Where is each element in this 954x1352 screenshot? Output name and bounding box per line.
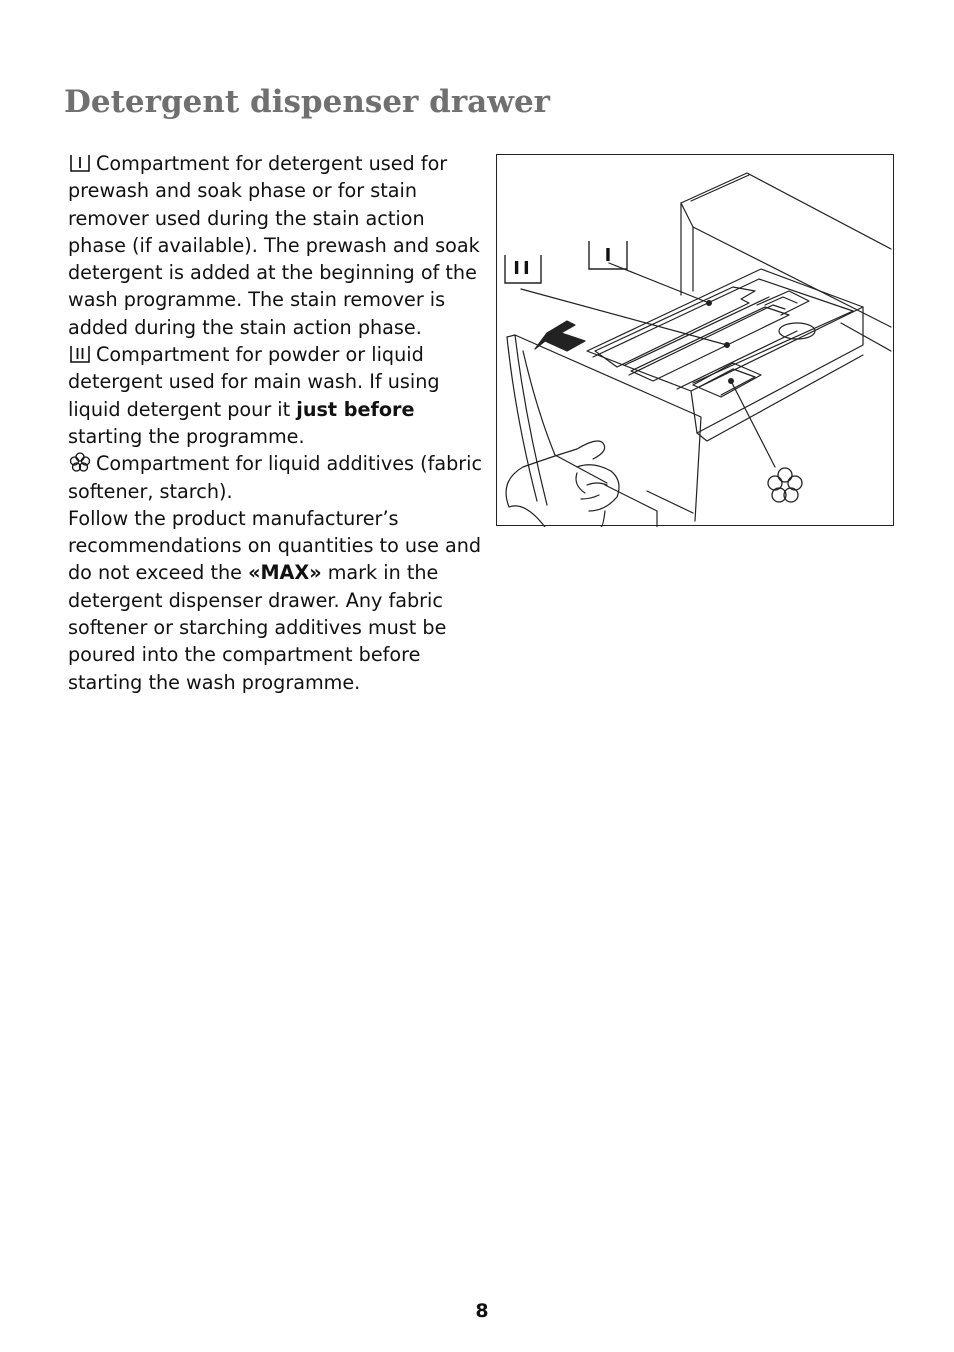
paragraph-follow [68,505,484,696]
paragraph-mainwash [68,341,484,450]
flower-icon [68,451,92,473]
body-text [68,150,484,696]
additives-text: Compartment for liquid additives (fabric softener, starch). [68,452,483,503]
dispenser-drawer-figure [496,154,894,526]
follow-text-start: Follow the product manufacturer’s recommendations on quantities to use and do not exceed the [68,506,482,585]
label-prewash: I [604,245,612,266]
compartment-II-icon [68,344,92,364]
paragraph-additives [68,450,484,505]
page-title: Detergent dispenser drawer [64,84,551,120]
prewash-text: Compartment for detergent used for prewash and soak phase or for stain remover used during the stain action phase (if available). The prewash and soak detergent is added at the beginning of the wash programme. The stain remover is added during the stain action phase. [68,152,480,339]
mainwash-text-start: Compartment for powder or liquid detergent used for main wash. If using liquid detergent pour it [68,343,440,421]
mainwash-text-end: starting the programme. [68,424,305,448]
mainwash-emphasis: just before [296,397,415,421]
label-main-wash: II [513,258,533,279]
max-mark: «MAX» [248,561,322,585]
compartment-I-icon [68,153,92,173]
dispenser-drawer-illustration [497,155,895,527]
paragraph-prewash [68,150,484,341]
follow-text-end: mark in the detergent dispenser drawer. Any fabric softener or starching additives must be poured into the compartment before starting the wash programme. [68,561,447,694]
page-number: 8 [475,1300,489,1322]
flower-icon [768,468,802,502]
